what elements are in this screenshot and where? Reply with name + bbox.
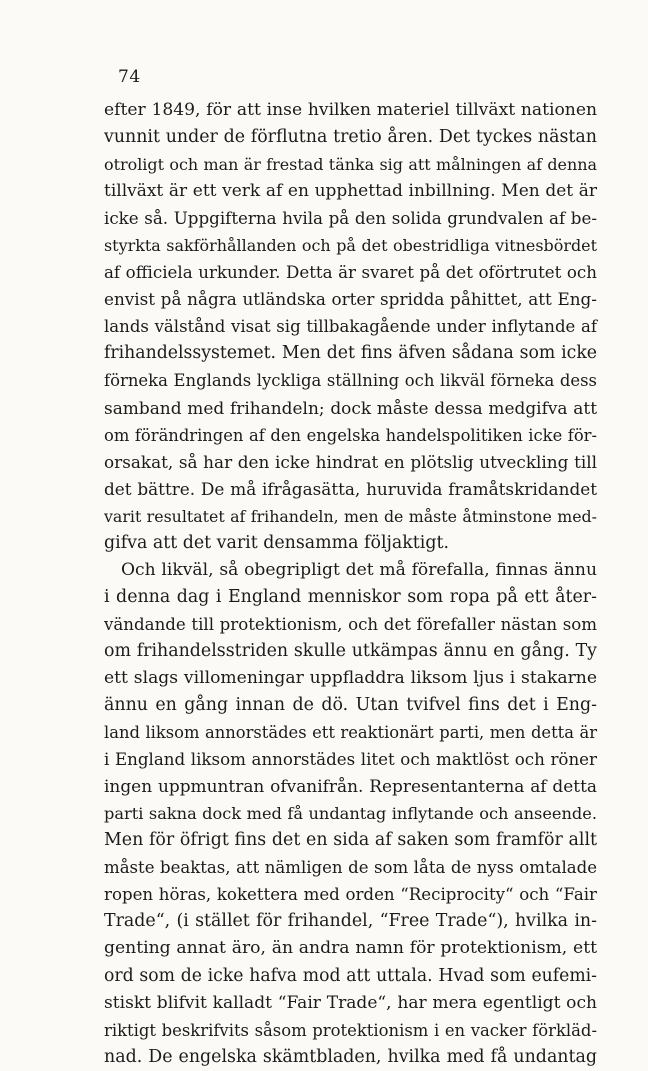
text-line: icke så. Uppgifterna hvila på den solida grundvalen af be- xyxy=(104,208,597,229)
text-line: varit resultatet af frihandeln, men de måste åtminstone med- xyxy=(104,506,597,526)
text-line: måste beaktas, att nämligen de som låta de nyss omtalade xyxy=(104,858,597,878)
text-line: efter 1849, för att inse hvilken materiel tillväxt nationen xyxy=(104,100,597,120)
text-line: genting annat äro, än andra namn för protektionism, ett xyxy=(104,938,597,959)
page-number: 74 xyxy=(118,67,141,87)
text-line: samband med frihandeln; dock måste dessa medgifva att xyxy=(104,397,597,418)
text-line: orsakat, så har den icke hindrat en plötslig utveckling till xyxy=(104,451,597,472)
text-line: ingen uppmuntran ofvanifrån. Representanterna af detta xyxy=(104,776,597,797)
text-line: om förändringen af den engelska handelspolitiken icke för- xyxy=(104,425,597,445)
text-line: parti sakna dock med få undantag inflytande och anseende. xyxy=(104,804,597,824)
text-line: ropen höras, kokettera med orden “Reciprocity“ och “Fair xyxy=(104,885,597,905)
text-line: ännu en gång innan de dö. Utan tvifvel fins det i Eng- xyxy=(104,695,597,716)
text-line: ett slags villomeningar uppfladdra liksom ljus i stakarne xyxy=(104,667,597,688)
text-line: Men för öfrigt fins det en sida af saken som framför allt xyxy=(104,830,597,851)
text-line: det bättre. De må ifrågasätta, huruvida framåtskridandet xyxy=(104,478,597,499)
paragraph-start-line: Och likväl, så obegripligt det må förefalla, finnas ännu xyxy=(121,559,597,580)
text-line: förneka Englands lyckliga ställning och likväl förneka dess xyxy=(104,371,597,391)
text-line: nad. De engelska skämtbladen, hvilka med få undantag xyxy=(104,1046,597,1067)
text-line: envist på några utländska orter spridda påhittet, att Eng- xyxy=(104,289,597,310)
body-text xyxy=(104,97,597,1071)
text-line: lands välstånd visat sig tillbakagående under inflytande af xyxy=(104,317,597,337)
text-line: Trade“, (i stället för frihandel, “Free Trade“), hvilka in- xyxy=(104,911,597,932)
text-line: stiskt blifvit kalladt “Fair Trade“, har mera egentligt och xyxy=(104,992,597,1013)
text-line: tillväxt är ett verk af en upphettad inbillning. Men det är xyxy=(104,181,597,202)
text-line: i denna dag i England menniskor som ropa på ett åter- xyxy=(104,586,597,607)
text-line: land liksom annorstädes ett reaktionärt parti, men detta är xyxy=(104,723,597,743)
text-line: otroligt och man är frestad tänka sig att målningen af denna xyxy=(104,155,597,175)
text-line: i England liksom annorstädes litet och maktlöst och röner xyxy=(104,750,597,770)
text-line: frihandelssystemet. Men det fins äfven sådana som icke xyxy=(104,343,597,364)
text-line: styrkta sakförhållanden och på det obestridliga vitnesbördet xyxy=(104,236,597,256)
text-line: ord som de icke hafva mod att uttala. Hvad som eufemi- xyxy=(104,965,597,986)
text-line: om frihandelsstriden skulle utkämpas ännu en gång. Ty xyxy=(104,640,597,661)
text-line: vunnit under de förflutna tretio åren. Det tyckes nästan xyxy=(104,127,597,148)
text-line: af officiela urkunder. Detta är svaret på det oförtrutet och xyxy=(104,263,597,283)
text-line: vändande till protektionism, och det förefaller nästan som xyxy=(104,614,597,634)
paragraph-end-line: gifva att det varit densamma följaktigt. xyxy=(104,532,450,553)
text-line: riktigt beskrifvits såsom protektionism i en vacker förkläd- xyxy=(104,1020,597,1040)
